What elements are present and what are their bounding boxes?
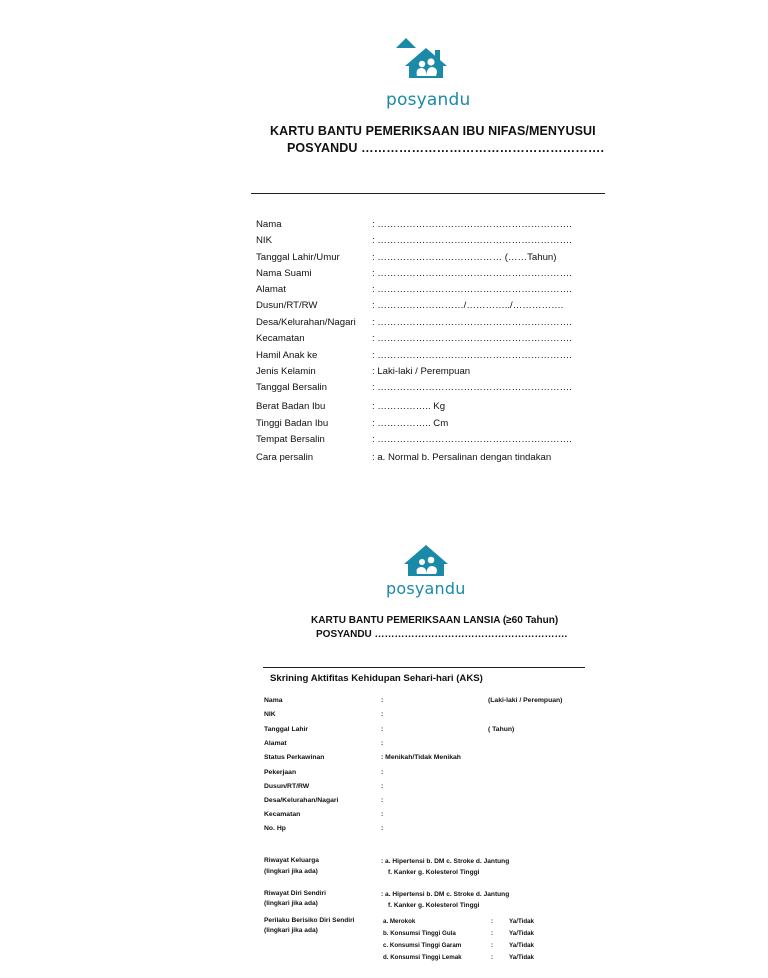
field-value[interactable]: : ………………………………… (……Tahun) [372, 252, 557, 263]
posyandu-house-icon [386, 542, 466, 582]
perilaku-separator: : [491, 918, 494, 925]
perilaku-item: a. Merokok [383, 918, 416, 925]
field-label: Desa/Kelurahan/Nagari [264, 797, 339, 804]
riwayat-keluarga-line2: f. Kanker g. Kolesterol Tinggi [388, 869, 480, 876]
perilaku-separator: : [491, 954, 494, 961]
field-extra: (Laki-laki / Perempuan) [488, 697, 563, 704]
posyandu-logo-top [386, 36, 482, 108]
field-value[interactable]: : …………….. Cm [372, 418, 449, 429]
field-value[interactable]: : ……………………………………………………. [372, 317, 572, 328]
riwayat-diri-line1: : a. Hipertensi b. DM c. Stroke d. Jantung [381, 891, 510, 898]
field-value[interactable]: : Menikah/Tidak Menikah [381, 754, 461, 761]
field-label: NIK [264, 711, 276, 718]
riwayat-keluarga-sub: (lingkari jika ada) [264, 868, 318, 875]
perilaku-answer[interactable]: Ya/Tidak [509, 918, 534, 925]
perilaku-item: c. Konsumsi Tinggi Garam [383, 942, 462, 949]
field-label: Kecamatan [264, 811, 301, 818]
field-value[interactable]: : ……………………………………………………. [372, 333, 572, 344]
field-value[interactable]: : ………………………/…………../……………. [372, 300, 564, 311]
field-value[interactable]: : Laki-laki / Perempuan [372, 366, 471, 377]
field-value[interactable]: : a. Normal b. Persalinan dengan tindakan [372, 452, 552, 463]
field-label: Nama Suami [256, 268, 312, 279]
perilaku-separator: : [491, 942, 494, 949]
field-label: Pekerjaan [264, 769, 297, 776]
card2-title: KARTU BANTU PEMERIKSAAN LANSIA (≥60 Tahun) [311, 615, 559, 626]
field-label: Status Perkawinan [264, 754, 325, 761]
field-label: Tinggi Badan Ibu [256, 418, 329, 429]
field-value[interactable]: : [381, 711, 384, 718]
perilaku-separator: : [491, 930, 494, 937]
field-label: Jenis Kelamin [256, 366, 316, 377]
field-label: Alamat [264, 740, 287, 747]
field-value[interactable]: : [381, 769, 384, 776]
field-label: Cara persalin [256, 452, 314, 463]
field-value[interactable]: : [381, 697, 384, 704]
field-label: Kecamatan [256, 333, 305, 344]
card1-divider [251, 193, 605, 194]
field-value[interactable]: : [381, 811, 384, 818]
riwayat-diri-line2: f. Kanker g. Kolesterol Tinggi [388, 902, 480, 909]
field-label: Tanggal Lahir/Umur [256, 252, 340, 263]
perilaku-item: b. Konsumsi Tinggi Gula [383, 930, 456, 937]
field-value[interactable]: : [381, 797, 384, 804]
riwayat-diri-sub: (lingkari jika ada) [264, 900, 318, 907]
field-label: Nama [264, 697, 283, 704]
field-label: NIK [256, 235, 272, 246]
field-value[interactable]: : [381, 726, 384, 733]
field-label: No. Hp [264, 825, 286, 832]
field-value[interactable]: : ……………………………………………………. [372, 284, 572, 295]
field-label: Alamat [256, 284, 286, 295]
section-title: Skrining Aktifitas Kehidupan Sehari-hari (AKS) [270, 673, 483, 684]
riwayat-diri-label: Riwayat Diri Sendiri [264, 890, 326, 897]
field-value[interactable]: : …………….. Kg [372, 401, 446, 412]
perilaku-answer[interactable]: Ya/Tidak [509, 954, 534, 961]
logo-wordmark: posyandu [386, 579, 466, 598]
field-label: Tanggal Lahir [264, 726, 309, 733]
field-value[interactable]: : ……………………………………………………. [372, 382, 572, 393]
riwayat-keluarga-label: Riwayat Keluarga [264, 857, 319, 864]
perilaku-item: d. Konsumsi Tinggi Lemak [383, 954, 462, 961]
field-label: Tanggal Bersalin [256, 382, 327, 393]
field-value[interactable]: : ……………………………………………………. [372, 350, 572, 361]
logo-wordmark: posyandu [386, 90, 471, 110]
perilaku-label: Perilaku Berisiko Diri Sendiri [264, 917, 355, 924]
field-label: Tempat Bersalin [256, 434, 325, 445]
field-label: Berat Badan Ibu [256, 401, 326, 412]
field-label: Dusun/RT/RW [256, 300, 318, 311]
field-label: Dusun/RT/RW [264, 783, 310, 790]
field-value[interactable]: : ……………………………………………………. [372, 434, 572, 445]
field-label: Hamil Anak ke [256, 350, 318, 361]
field-value[interactable]: : ……………………………………………………. [372, 235, 572, 246]
field-extra: ( Tahun) [488, 726, 515, 733]
field-value[interactable]: : [381, 740, 384, 747]
card1-title: KARTU BANTU PEMERIKSAAN IBU NIFAS/MENYUSUI [270, 124, 596, 138]
card1-posyandu-line: POSYANDU …………………………………………………. [287, 141, 605, 155]
field-value[interactable]: : ……………………………………………………. [372, 219, 572, 230]
posyandu-house-icon [386, 36, 482, 92]
field-value[interactable]: : [381, 825, 384, 832]
perilaku-sub: (lingkari jika ada) [264, 927, 318, 934]
card2-posyandu-line: POSYANDU …………………………………………………. [316, 629, 568, 640]
perilaku-answer[interactable]: Ya/Tidak [509, 930, 534, 937]
field-label: Desa/Kelurahan/Nagari [256, 317, 356, 328]
perilaku-answer[interactable]: Ya/Tidak [509, 942, 534, 949]
riwayat-keluarga-line1: : a. Hipertensi b. DM c. Stroke d. Jantung [381, 858, 510, 865]
posyandu-logo-bottom [386, 542, 482, 602]
field-label: Nama [256, 219, 282, 230]
field-value[interactable]: : [381, 783, 384, 790]
card2-divider [263, 667, 585, 668]
field-value[interactable]: : ……………………………………………………. [372, 268, 572, 279]
